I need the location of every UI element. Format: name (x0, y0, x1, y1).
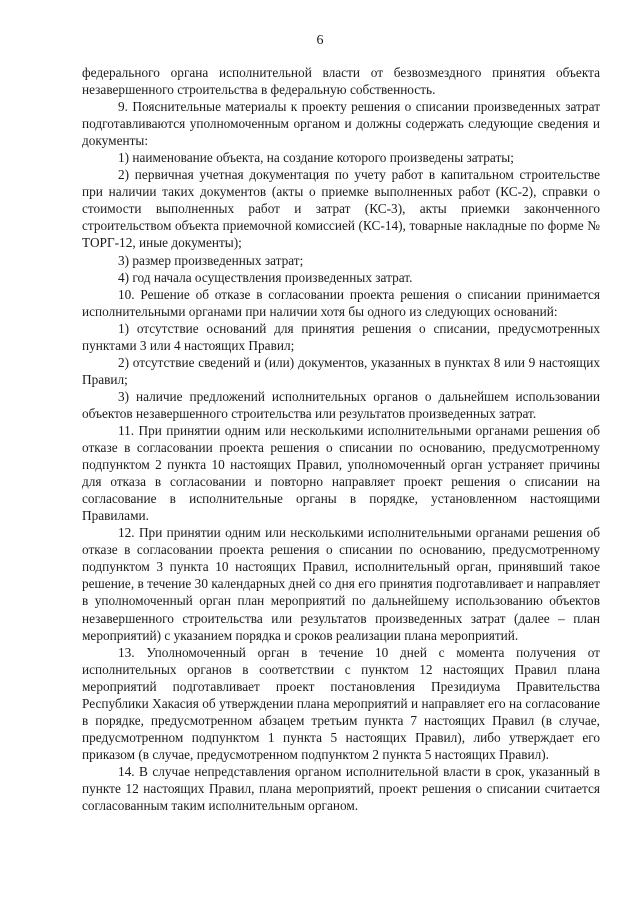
paragraph-item-9: 9. Пояснительные материалы к проекту решения о списании произведенных затрат подготавливаются уполномоченным органом и должны содержать следующие сведения и документы: (82, 99, 600, 149)
paragraph-item-9-3: 3) размер произведенных затрат; (118, 252, 304, 268)
paragraph-item-9-1: 1) наименование объекта, на создание которого произведены затраты; (118, 150, 514, 166)
paragraph-item-12: 12. При принятии одним или несколькими исполнительными органами решения об отказе в согласовании проекта решения о списании по основанию, предусмотренному подпунктом 3 пункта 10 настоящих Правил, исполнительный орган, принявший такое решение, в течение 30 календарных дней со дня его принятия подготавливает и направляет в уполномоченный орган план мероприятий по дальнейшему использованию объектов незавершенного строительства или результатов произведенных затрат (далее – план мероприятий) с указанием порядка и сроков реализации плана мероприятий. (82, 525, 600, 643)
document-body (82, 64, 600, 814)
paragraph-item-14: 14. В случае непредставления органом исполнительной власти в срок, указанный в пункте 12 настоящих Правил, плана мероприятий, проект решения о списании считается согласованным таким исполнительным органом. (82, 763, 600, 814)
paragraph-item-13: 13. Уполномоченный орган в течение 10 дней с момента получения от исполнительных органов в соответствии с пунктом 12 настоящих Правил плана мероприятий подготавливает проект постановления Президиума Правительства Республики Хакасия об утверждении плана мероприятий и направляет его на согласование в порядке, предусмотренном абзацем третьим пункта 7 настоящих Правил (в случае, предусмотренном подпунктом 1 пункта 5 настоящих Правил), либо утверждает его приказом (в случае, предусмотренном подпунктом 2 пункта 5 настоящих Правил). (82, 644, 600, 762)
paragraph-item-10-1: 1) отсутствие оснований для принятия решения о списании, предусмотренных пунктами 3 или 4 настоящих Правил; (82, 320, 600, 353)
paragraph-item-9-2: 2) первичная учетная документация по учету работ в капитальном строительстве при наличии таких документов (акты о приемке выполненных работ (КС-2), справки о стоимости выполненных работ и затрат (КС-3), акты приемки законченного строительством объекта приемочной комиссией (КС-14), товарные накладные по форме № ТОРГ-12, иные документы); (82, 167, 600, 251)
paragraph-item-10: 10. Решение об отказе в согласовании проекта решения о списании принимается исполнительными органами при наличии хотя бы одного из следующих оснований: (82, 286, 600, 319)
paragraph-item-10-2: 2) отсутствие сведений и (или) документов, указанных в пунктах 8 или 9 настоящих Правил; (82, 354, 600, 387)
paragraph-item-10-3: 3) наличие предложений исполнительных органов о дальнейшем использовании объектов незавершенного строительства или результатов произведенных затрат. (82, 388, 600, 421)
page-number: 6 (316, 33, 324, 48)
paragraph-continuation: федерального органа исполнительной власти от безвозмездного принятия объекта незавершенного строительства в федеральную собственность. (82, 65, 600, 98)
paragraph-item-9-4: 4) год начала осуществления произведенных затрат. (118, 269, 413, 285)
paragraph-item-11: 11. При принятии одним или несколькими исполнительными органами решения об отказе в согласовании проекта решения о списании по основанию, предусмотренному подпунктом 2 пункта 10 настоящих Правил, уполномоченный орган устраняет причины для отказа в согласовании и повторно направляет проект решения о списании на согласование в исполнительные органы в порядке, установленном настоящими Правилами. (82, 422, 600, 524)
